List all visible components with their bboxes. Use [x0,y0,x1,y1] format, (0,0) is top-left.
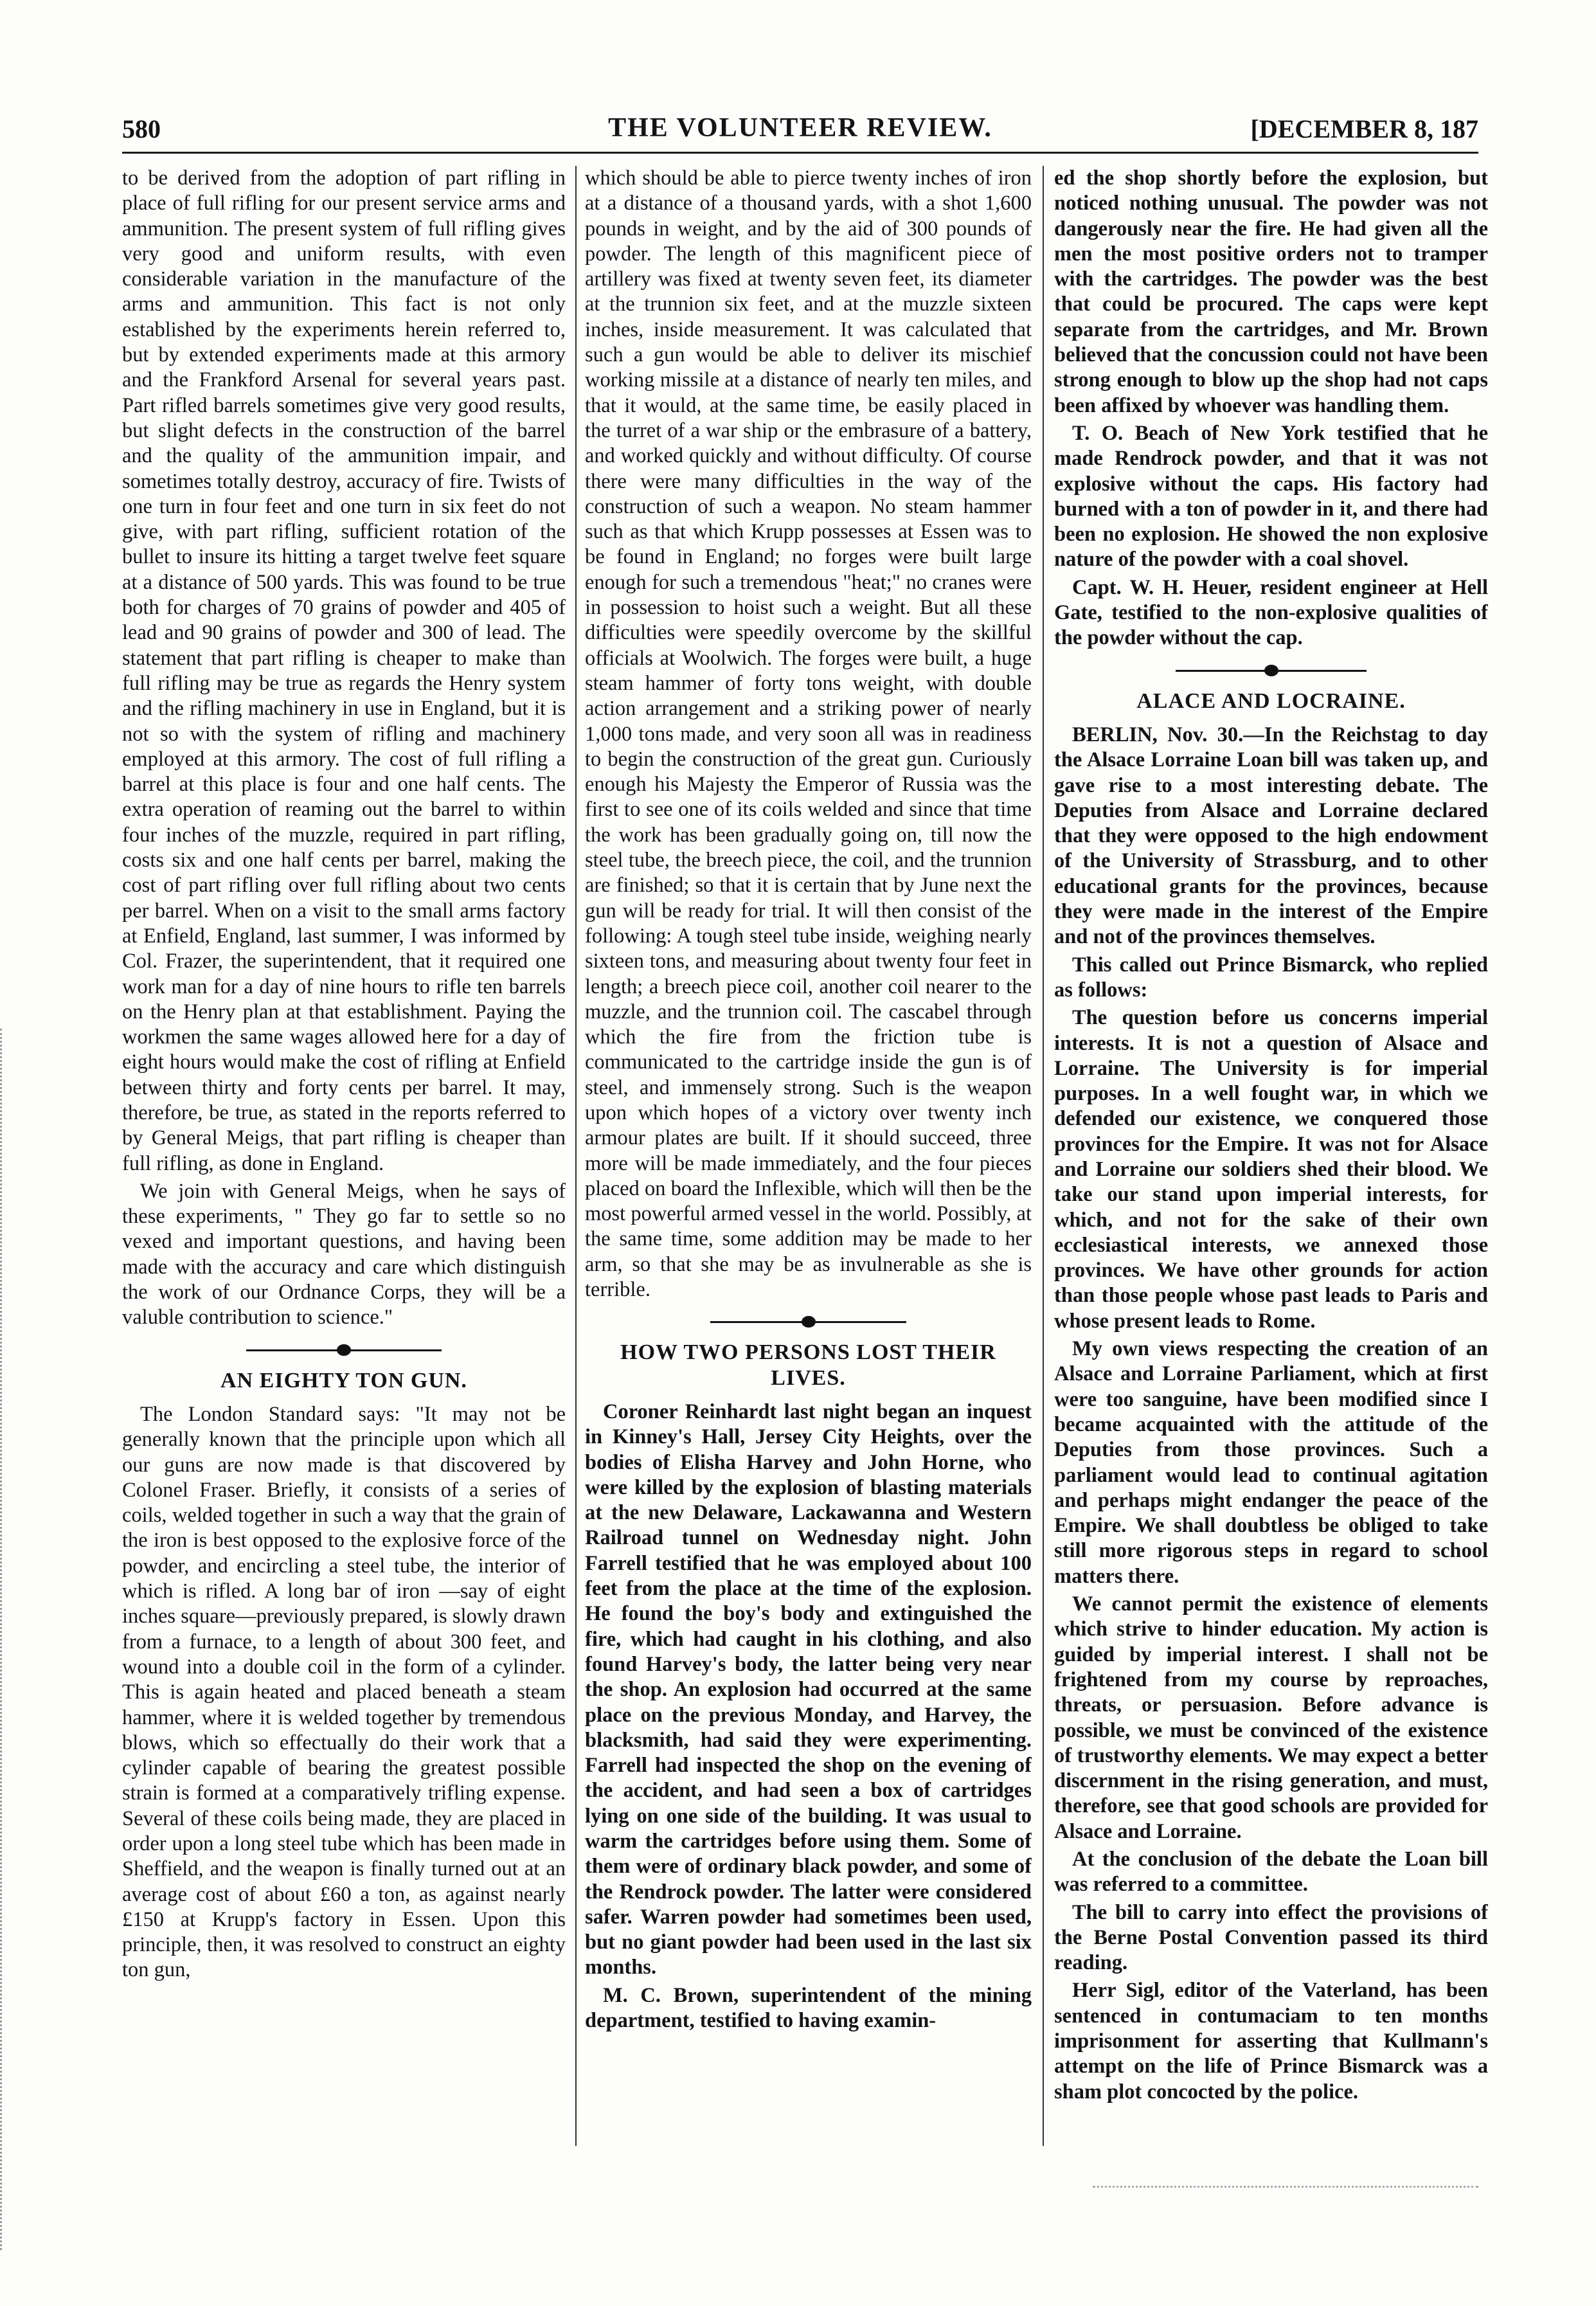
article-paragraph: to be derived from the adoption of part rifling in place of full rifling for our present service arms and ammunition. The present system of full rifling gives very good and uniform results, with even considerable variation in the manufacture of the arms and ammunition. This fact is not only established by the experiments herein referred to, but by extended experiments made at this armory and the Frankford Arsenal for several years past. Part rifled barrels sometimes give very good results, but slight defects in the construction of the barrel and the quality of the ammunition impair, and sometimes totally destroy, accuracy of fire. Twists of one turn in four feet and one turn in six feet do not give, with part rifling, sufficient rotation of the bullet to insure its hitting a target twelve feet square at a distance of 500 yards. This was found to be true both for charges of 70 grains of powder and 405 of lead and 90 grains of powder and 300 of lead. The statement that part rifling is cheaper to make than full rifling may be true as regards the Henry system and the rifling machinery in use in England, but it is not so with the system of rifling and machinery employed at this armory. The cost of full rifling a barrel at this place is four and one half cents. The extra operation of reaming out the barrel to within four inches of the muzzle, required in part rifling, costs six and one half cents per barrel, making the cost of part rifling over full rifling about two cents per barrel. When on a visit to the small arms factory at Enfield, England, last summer, I was informed by Col. Frazer, the superintendent, that it required one work man for a day of nine hours to rifle ten barrels on the Henry plan at that establishment. Paying the workmen the same wages allowed here for a day of eight hours would make the cost of rifling at Enfield between thirty and forty cents per barrel. It may, therefore, be true, as stated in the reports referred to by General Meigs, that part rifling is cheaper than full rifling, as done in England. [122,167,566,1175]
section-separator [1054,656,1488,685]
article-paragraph: We join with General Meigs, when he says of these experiments, " They go far to settle so no vexed and important questions, and having been made with the accuracy and care which distinguish the work of our Ordnance Corps, they will be a valuble contribution to science." [122,1179,566,1329]
article-paragraph: The London Standard says: "It may not be generally known that the principle upon which all our guns are now made is that discovered by Colonel Fraser. Briefly, it consists of a series of coils, welded together in such a way that the grain of the iron is best opposed to the explosive force of the powder, and encircling a steel tube, the interior of which is rifled. A long bar of iron —say of eight inches square—previously prepared, is slowly drawn from a furnace, to a length of about 300 feet, and wound into a double coil in the form of a cylinder. This is again heated and placed beneath a steam hammer, where it is welded together by tremendous blows, which so effectually do their work that a cylinder capable of bearing the greatest possible strain is formed at a comparatively trifling expense. Several of these coils being made, they are placed in order upon a long steel tube which has been made in Sheffield, and the weapon is finally turned out at an average cost of about £60 a ton, as against nearly £150 at Krupp's factory in Essen. Upon this principle, then, it was resolved to construct an eighty ton gun, [122,1402,566,1982]
column-1 [122,166,566,2146]
article-paragraph: Capt. W. H. Heuer, resident engineer at Hell Gate, testified to the non-explosive qualities of the powder without the cap. [1054,575,1488,650]
issue-date: [DECEMBER 8, 187 [1250,114,1478,143]
separator-ornament [337,1344,351,1356]
article-paragraph: BERLIN, Nov. 30.—In the Reichstag to day the Alsace Lorraine Loan bill was taken up, and gave rise to a most interesting debate. The Deputies from Alsace and Lorraine declared that they were opposed to the high endowment of the University of Strassburg, and to other educational grants for the provinces, because they were made in the interest of the Empire and not of the provinces themselves. [1054,723,1488,949]
column-divider [1043,166,1044,2146]
header-rule [122,152,1478,154]
article-headline: AN EIGHTY TON GUN. [220,1368,467,1392]
article-paragraph: T. O. Beach of New York testified that he made Rendrock powder, and that it was not explosive without the caps. His factory had burned with a ton of powder in it, and there had been no explosion. He showed the non explosive nature of the powder with a coal shovel. [1054,421,1488,572]
article-headline: ALACE AND LOCRAINE. [1136,689,1406,713]
article-headline: HOW TWO PERSONS LOST THEIR LIVES. [620,1340,996,1390]
article-paragraph: Herr Sigl, editor of the Vaterland, has been sentenced in contumaciam to ten months imprisonment for asserting that Kullmann's attempt on the life of Prince Bismarck was a sham plot concocted by the police. [1054,1979,1488,2103]
article-paragraph: We cannot permit the existence of elements which strive to hinder education. My action is guided by imperial interest. I shall not be frightened from my course by reproaches, threats, or persuasion. Before advance is possible, we must be convinced of the existence of trustworthy elements. We may expect a better discernment in the rising generation, and must, therefore, see that good schools are provided for Alsace and Lorraine. [1054,1592,1488,1843]
separator-ornament [1264,665,1278,676]
page-number: 580 [122,114,161,143]
article-paragraph: ed the shop shortly before the explosion, but noticed nothing unusual. The powder was not dangerously near the fire. He had given all the men the most positive orders not to tramper with the cartridges. The powder was the best that could be procured. The caps were kept separate from the cartridges, and Mr. Brown believed that the concussion could not have been strong enough to blow up the shop had not caps been affixed by whoever was handling them. [1054,167,1488,417]
article-paragraph: The bill to carry into effect the provisions of the Berne Postal Convention passed its third reading. [1054,1900,1488,1975]
article-paragraph: M. C. Brown, superintendent of the mining department, testified to having examin- [585,1983,1032,2033]
scan-margin-marks [0,1029,7,2250]
article-paragraph: My own views respecting the creation of an Alsace and Lorraine Parliament, which at first were too sanguine, have been modified since I became acquainted with the attitude of the Deputies from those provinces. Such a parliament would lead to continual agitation and perhaps might endanger the peace of the Empire. We shall doubtless be obliged to take still more rigorous steps in regard to school matters there. [1054,1337,1488,1588]
article-paragraph: At the conclusion of the debate the Loan bill was referred to a committee. [1054,1848,1488,1896]
article-paragraph: which should be able to pierce twenty inches of iron at a distance of a thousand yards, with a shot 1,600 pounds in weight, and by the aid of 300 pounds of powder. The length of this magnificent piece of artillery was fixed at twenty seven feet, its diameter at the trunnion six feet, and at the muzzle sixteen inches, inside measurement. It was calculated that such a gun would be able to deliver its mischief working missile at a distance of nearly ten miles, and that it would, at the same time, be easily placed in the turret of a war ship or the embrasure of a battery, and worked quickly and without difficulty. Of course there were many difficulties in the way of the construction of such a weapon. No steam hammer such as that which Krupp possesses at Essen was to be found in England; no forges were built large enough for such a tremendous "heat;" no cranes were in possession to hoist such a weight. But all these difficulties were speedily overcome by the skillful officials at Woolwich. The forges were built, a huge steam hammer of forty tons weight, with double action arrangement and a striking power of nearly 1,000 tons made, and very soon all was in readiness to begin the construction of the great gun. Curiously enough his Majesty the Emperor of Russia was the first to see one of its coils welded and since that time the work has been gradually going on, till now the steel tube, the breech piece, the coil, and the trunnion are finished; so that it is certain that by June next the gun will be ready for trial. It will then consist of the following: A tough steel tube inside, weighing nearly sixteen tons, and measuring about twenty four feet in length; a breech piece coil, another coil nearer to the muzzle, and the trunnion coil. The cascabel through which the fire from the friction tube is communicated to the cartridge inside the gun is of steel, and immensely strong. Such is the weapon upon which hopes of a victory over twenty inch armour plates are built. If it should succeed, three more will be made immediately, and the four pieces placed on board the Inflexible, which will then be the most powerful armed vessel in the world. Possibly, at the same time, some addition may be made to her arm, so that she may be as invulnerable as she is terrible. [585,167,1032,1302]
article-paragraph: The question before us concerns imperial interests. It is not a question of Alsace and Lorraine. The University is for imperial purposes. In a well fought war, in which we defended our existence, we conquered those provinces for the Empire. It was not for Alsace and Lorraine our soldiers shed their blood. We take our stand upon imperial interests, for which, and not for the sake of their own ecclesiastical interests, we annexed those provinces. We have other grounds for action than those people whose past leads to Paris and whose present leads to Rome. [1054,1006,1488,1333]
column-2 [585,166,1032,2146]
column-divider [575,166,577,2146]
separator-ornament [802,1316,816,1328]
scan-bottom-marks [1093,2186,1478,2201]
section-separator [585,1308,1032,1336]
publication-title: THE VOLUNTEER REVIEW. [608,113,992,143]
section-separator [122,1336,566,1364]
page-header [122,113,1478,145]
column-3 [1054,166,1488,2146]
article-paragraph: This called out Prince Bismarck, who replied as follows: [1054,953,1488,1002]
article-paragraph: Coroner Reinhardt last night began an inquest in Kinney's Hall, Jersey City Heights, over the bodies of Elisha Harvey and John Horne, who were killed by the explosion of blasting materials at the new Delaware, Lackawanna and Western Railroad tunnel on Wednesday night. John Farrell testified that he was employed about 100 feet from the place at the time of the explosion. He found the boy's body and extinguished the fire, which had caught in his clothing, and also found Harvey's body, the latter being very near the shop. An explosion had occurred at the same place on the previous Monday, and Harvey, the blacksmith, had said they were experimenting. Farrell had inspected the shop on the evening of the accident, and had seen a box of cartridges lying on one side of the building. It was usual to warm the cartridges before using them. Some of them were of ordinary black powder, and some of the Rendrock powder. The latter were considered safer. Warren powder had sometimes been used, but no giant powder had been used in the last six months. [585,1400,1032,1979]
